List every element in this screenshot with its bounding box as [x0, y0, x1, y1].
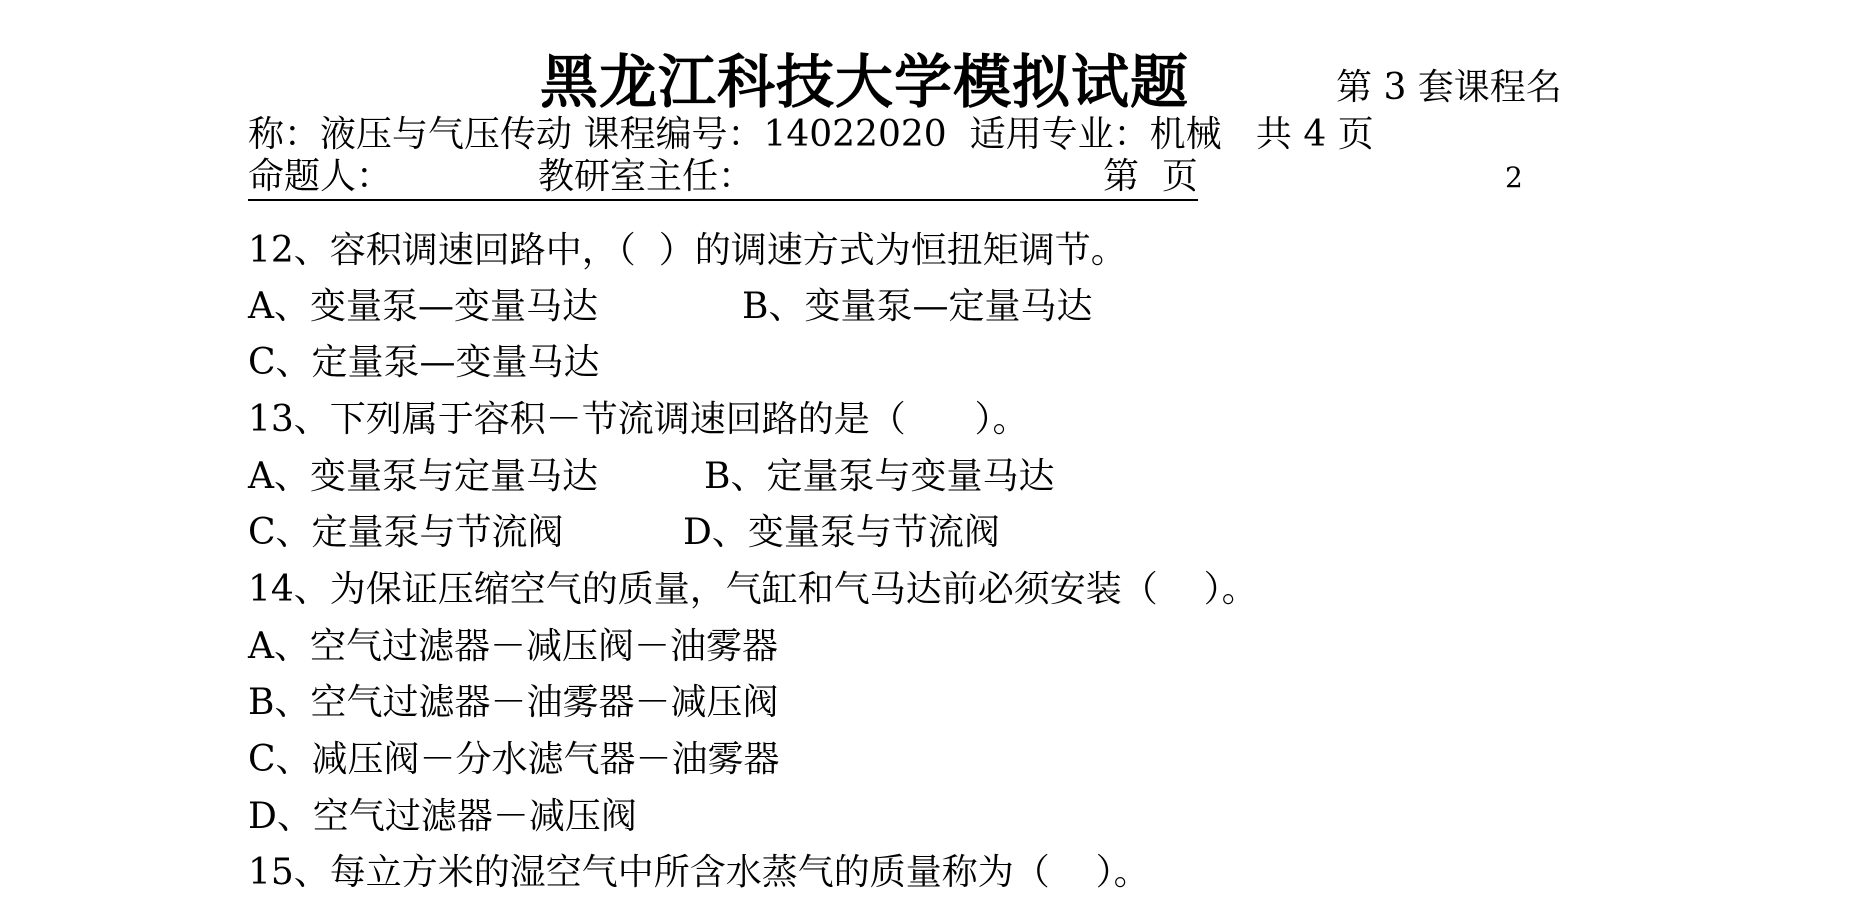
exam-set-course-label: 第 3 套课程名 — [1336, 67, 1562, 108]
course-info-text: 称：液压与气压传动 课程编号：14022020 适用专业：机械 — [248, 114, 1222, 155]
question-13-stem: 13、下列属于容积－节流调速回路的是（ ）。 — [248, 399, 1029, 440]
question-15-stem: 15、每立方米的湿空气中所含水蒸气的质量称为（ ）。 — [248, 852, 1150, 893]
question-13-option-d: D、变量泵与节流阀 — [683, 512, 1000, 553]
page-number: 2 — [1505, 161, 1523, 194]
question-13-option-c: C、定量泵与节流阀 — [248, 512, 564, 553]
question-12-option-c: C、定量泵—变量马达 — [248, 342, 600, 383]
question-14-stem: 14、为保证压缩空气的质量，气缸和气马达前必须安装（ ）。 — [248, 569, 1258, 610]
question-13-option-b: B、定量泵与变量马达 — [704, 456, 1055, 497]
author-label: 命题人： — [248, 156, 393, 197]
question-14-option-b: B、空气过滤器－油雾器－减压阀 — [248, 682, 779, 723]
signature-line — [248, 155, 1198, 201]
question-12-stem: 12、容积调速回路中，（ ）的调速方式为恒扭矩调节。 — [248, 230, 1127, 271]
question-14-option-a: A、空气过滤器－减压阀－油雾器 — [248, 626, 778, 667]
course-info-line — [248, 113, 1374, 157]
spacer — [1222, 114, 1256, 155]
question-14-option-c: C、减压阀－分水滤气器－油雾器 — [248, 739, 780, 780]
question-12-option-a: A、变量泵—变量马达 — [248, 286, 598, 327]
question-12-option-b: B、变量泵—定量马达 — [742, 286, 1093, 327]
question-14-option-d: D、空气过滤器－减压阀 — [248, 796, 637, 837]
page-label: 第 页 — [1103, 156, 1198, 197]
total-pages: 共 4 页 — [1255, 114, 1374, 155]
exam-title: 黑龙江科技大学模拟试题 — [540, 48, 1190, 116]
question-13-option-a: A、变量泵与定量马达 — [248, 456, 598, 497]
director-label: 教研室主任： — [538, 156, 755, 197]
